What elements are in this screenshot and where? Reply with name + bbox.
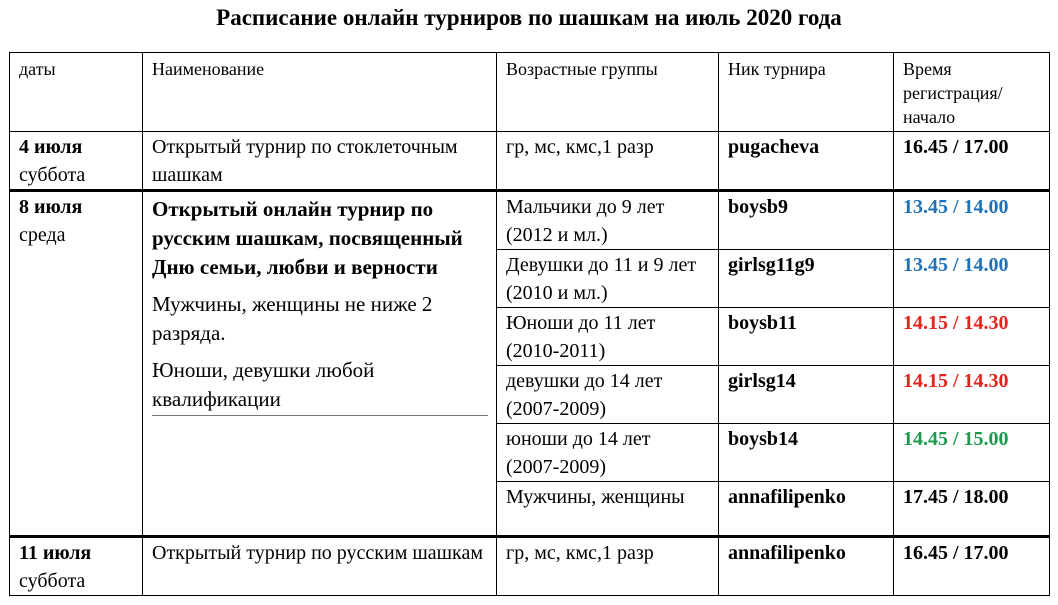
age-group: гр, мс, кмс,1 разр bbox=[497, 132, 719, 191]
tournament-name: Открытый онлайн турнир по русским шашкам, посвященный Дню семьи, любви и верности bbox=[152, 197, 463, 279]
tournament-nick: boysb14 bbox=[719, 424, 894, 482]
tournament-nick: girlsg11g9 bbox=[719, 250, 894, 308]
age-group: Юноши до 11 лет (2010-2011) bbox=[497, 308, 719, 366]
tournament-time: 14.15 / 14.30 bbox=[894, 366, 1050, 424]
date-cell bbox=[10, 537, 143, 596]
age-group: девушки до 14 лет (2007-2009) bbox=[497, 366, 719, 424]
tournament-time: 17.45 / 18.00 bbox=[894, 482, 1050, 537]
tournament-name: Открытый турнир по русским шашкам bbox=[143, 537, 497, 596]
date-cell bbox=[10, 191, 143, 537]
tournament-time: 13.45 / 14.00 bbox=[894, 191, 1050, 250]
tournament-time: 16.45 / 17.00 bbox=[894, 537, 1050, 596]
tournament-time: 13.45 / 14.00 bbox=[894, 250, 1050, 308]
tournament-nick: annafilipenko bbox=[719, 482, 894, 537]
header-nick: Ник турнира bbox=[719, 53, 894, 132]
age-group: юноши до 14 лет (2007-2009) bbox=[497, 424, 719, 482]
weekday: суббота bbox=[19, 164, 86, 186]
tournament-time: 16.45 / 17.00 bbox=[894, 132, 1050, 191]
tournament-name: Открытый турнир по стоклеточным шашкам bbox=[143, 132, 497, 191]
tournament-name-cell bbox=[143, 191, 497, 537]
weekday: суббота bbox=[19, 570, 86, 592]
date: 4 июля bbox=[19, 136, 83, 158]
page-title: Расписание онлайн турниров по шашкам на июль 2020 года bbox=[216, 5, 842, 30]
weekday: среда bbox=[19, 224, 66, 246]
date-cell bbox=[10, 132, 143, 191]
table-row bbox=[10, 537, 1050, 596]
tournament-note: Мужчины, женщины не ниже 2 разряда. bbox=[152, 292, 433, 345]
date: 11 июля bbox=[19, 542, 92, 564]
age-group: Мужчины, женщины bbox=[497, 482, 719, 537]
header-dates: даты bbox=[10, 53, 143, 132]
age-group: гр, мс, кмс,1 разр bbox=[497, 537, 719, 596]
header-age-groups: Возрастные группы bbox=[497, 53, 719, 132]
header-time: Время регистрация/ начало bbox=[894, 53, 1050, 132]
tournament-nick: annafilipenko bbox=[719, 537, 894, 596]
age-group: Девушки до 11 и 9 лет (2010 и мл.) bbox=[497, 250, 719, 308]
schedule-table bbox=[9, 52, 1050, 596]
tournament-nick: boysb11 bbox=[719, 308, 894, 366]
underline-divider bbox=[152, 415, 488, 416]
age-group: Мальчики до 9 лет (2012 и мл.) bbox=[497, 191, 719, 250]
table-row bbox=[10, 132, 1050, 191]
table-header-row bbox=[10, 53, 1050, 132]
header-name: Наименование bbox=[143, 53, 497, 132]
tournament-nick: boysb9 bbox=[719, 191, 894, 250]
tournament-note: Юноши, девушки любой квалификации bbox=[152, 358, 375, 411]
tournament-nick: girlsg14 bbox=[719, 366, 894, 424]
tournament-time: 14.45 / 15.00 bbox=[894, 424, 1050, 482]
tournament-time: 14.15 / 14.30 bbox=[894, 308, 1050, 366]
date: 8 июля bbox=[19, 196, 83, 218]
table-row bbox=[10, 191, 1050, 250]
tournament-nick: pugacheva bbox=[719, 132, 894, 191]
